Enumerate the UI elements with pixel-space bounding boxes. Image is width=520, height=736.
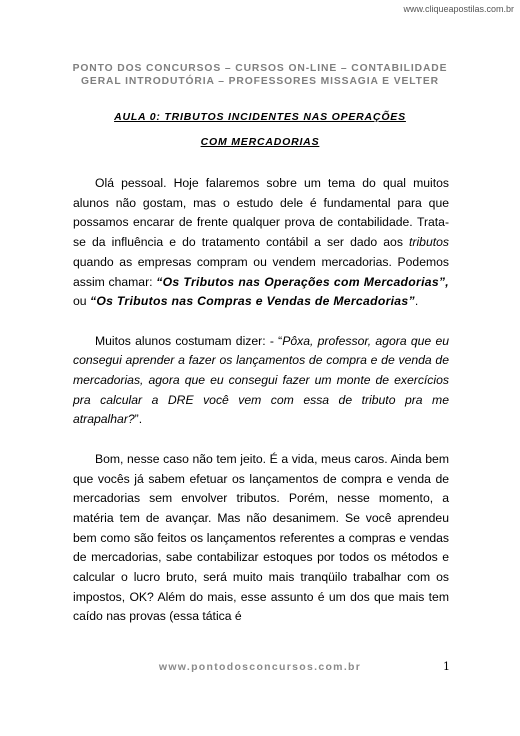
header-line-2: GERAL INTRODUTÓRIA – PROFESSORES MISSAGIA E VELTER bbox=[81, 76, 439, 87]
p1-text-e: ou bbox=[73, 294, 90, 309]
paragraph-3: Bom, nesse caso não tem jeito. É a vida, meus caros. Ainda bem que vocês já sabem efetuar os lançamentos de compra e venda de mercadorias sem envolver tributos. Porém, nesse momento, a matéria tem de avançar. Mas não desanimem. Se você aprendeu bem como são feitos os lançamentos referentes a compras e vendas de mercadorias, sabe contabilizar estoques por todos os métodos e calcular o lucro bruto, será muito mais tranqüilo trabalhar com os impostos, OK? Além do mais, esse assunto é um dos que mais tem caído nas provas (essa tática é bbox=[73, 451, 449, 624]
document-body bbox=[73, 174, 449, 647]
p2-italic-quote: Pôxa, professor, agora que eu consegui aprender a fazer os lançamentos de compra e de venda de mercadorias, agora que eu consegui fazer um monte de exercícios pra calcular a DRE você vem com essa de tributo pra me atrapalhar? bbox=[73, 333, 450, 427]
p1-bold-quote-2: “Os Tributos nas Compras e Vendas de Mercadorias” bbox=[89, 294, 415, 309]
p1-text-a: Olá pessoal. Hoje falaremos sobre um tema do qual muitos alunos não gostam, mas o estudo dele é fundamental para que possamos encarar de frente qualquer prova de contabilidade. Trata-se da influência e do tratamento contábil a ser dado aos bbox=[73, 176, 449, 250]
footer-url: www.pontodosconcursos.com.br bbox=[158, 661, 362, 673]
header-line-1: PONTO DOS CONCURSOS – CURSOS ON-LINE – CONTABILIDADE bbox=[72, 63, 448, 74]
lesson-title-line-2: COM MERCADORIAS bbox=[200, 136, 320, 148]
p2-text-c: ”. bbox=[134, 412, 143, 427]
watermark-url: www.cliqueapostilas.com.br bbox=[403, 4, 514, 14]
paragraph-1 bbox=[73, 174, 449, 312]
page-number: 1 bbox=[443, 660, 450, 673]
p1-text-c: quando as empresas compram ou vendem mercadorias. Podemos assim chamar: bbox=[73, 254, 449, 289]
p1-bold-quote-1: “Os Tributos nas Operações com Mercadorias”, bbox=[156, 274, 449, 289]
page-header bbox=[40, 62, 480, 88]
p1-italic-tributos: tributos bbox=[409, 235, 449, 250]
lesson-title-line-1: AULA 0: TRIBUTOS INCIDENTES NAS OPERAÇÕES bbox=[114, 111, 406, 123]
paragraph-2 bbox=[73, 332, 449, 431]
p1-text-g: . bbox=[414, 294, 419, 309]
p2-text-a: Muitos alunos costumam dizer: - “ bbox=[95, 333, 283, 348]
